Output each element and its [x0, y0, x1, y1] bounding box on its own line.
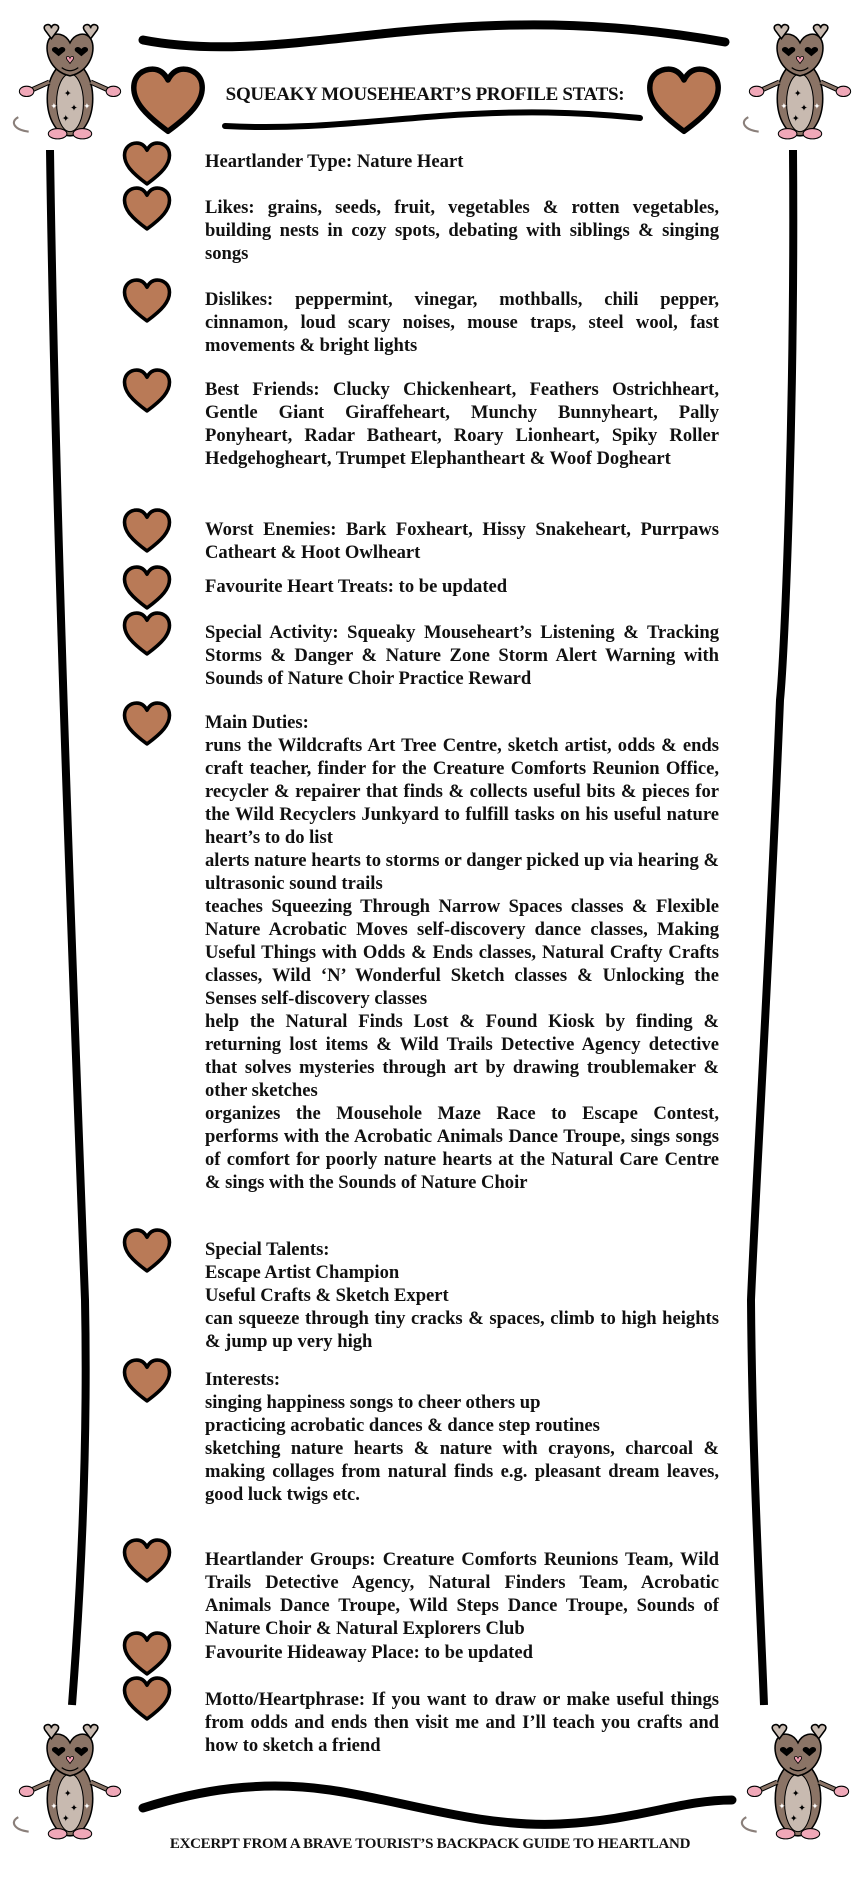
section-label: Heartlander Type: — [205, 151, 353, 172]
section-special-talents — [205, 1238, 719, 1353]
duty-item: teaches Squeezing Through Narrow Spaces classes & Flexible Nature Acrobatic Moves self-discovery dance classes, Making Useful Things with Odds & Ends classes, Natural Crafty Crafts classes, Wild ‘N’ Wonderful Sketch classes & Unlocking the Senses self-discovery classes — [205, 896, 719, 1009]
right-border-line — [751, 150, 793, 1705]
section-label: Favourite Hideaway Place: — [205, 1642, 420, 1663]
heart-icon — [120, 141, 174, 187]
section-label: Interests: — [205, 1369, 281, 1390]
heart-icon — [120, 565, 174, 611]
heart-icon — [120, 1358, 174, 1404]
heart-icon — [120, 1631, 174, 1677]
section-motto — [205, 1688, 719, 1757]
section-label: Worst Enemies: — [205, 519, 337, 540]
heart-icon — [120, 368, 174, 414]
bottom-wave-line — [143, 1786, 732, 1824]
section-text: Clucky Chickenheart, Feathers Ostrichheart, Gentle Giant Giraffeheart, Munchy Bunnyheart, Pally Ponyheart, Radar Batheart, Roary Lionheart, Spiky Roller Hedgehogheart, Trumpet Elephantheart & Woof Dogheart — [205, 379, 719, 469]
duty-item: alerts nature hearts to storms or danger picked up via hearing & ultrasonic sound trails — [205, 850, 719, 894]
section-text: Nature Heart — [356, 151, 464, 172]
section-text: Squeaky Mouseheart’s Listening & Tracking Storms & Danger & Nature Zone Storm Alert Warning with Sounds of Nature Choir Practice Reward — [205, 622, 719, 689]
section-label: Best Friends: — [205, 379, 320, 400]
section-label: Likes: — [205, 197, 255, 218]
section-favourite-heart-treats — [205, 575, 719, 598]
heart-icon — [120, 701, 174, 747]
section-main-duties — [205, 711, 719, 1194]
page-title: SQUEAKY MOUSEHEART’S PROFILE STATS: — [225, 84, 625, 105]
heart-icon — [120, 611, 174, 657]
mouse-character-bottom-right — [736, 1718, 860, 1842]
section-label: Special Talents: — [205, 1239, 330, 1260]
section-text: to be updated — [424, 1642, 533, 1663]
section-label: Dislikes: — [205, 289, 274, 310]
section-text: peppermint, vinegar, mothballs, chili pepper, cinnamon, loud scary noises, mouse traps, steel wool, fast movements & bright lights — [205, 289, 719, 356]
section-text: If you want to draw or make useful things from odds and ends then visit me and I’ll teach you crafts and how to sketch a friend — [205, 1689, 720, 1756]
section-text: Bark Foxheart, Hissy Snakeheart, Purrpaws Catheart & Hoot Owlheart — [205, 519, 719, 563]
section-text: to be updated — [398, 576, 508, 597]
section-label: Main Duties: — [205, 712, 309, 733]
duty-item: organizes the Mousehole Maze Race to Escape Contest, performs with the Acrobatic Animals Dance Troupe, sings songs of comfort for poorly nature hearts at the Natural Care Centre & sings with the Sounds of Nature Choir — [205, 1103, 719, 1193]
footer-caption: EXCERPT FROM A BRAVE TOURIST’S BACKPACK GUIDE TO HEARTLAND — [169, 1836, 691, 1852]
left-border-line — [50, 150, 86, 1705]
section-likes — [205, 196, 719, 265]
section-text: Creature Comforts Reunions Team, Wild Trails Detective Agency, Natural Finders Team, Acrobatic Animals Dance Troupe, Wild Steps Dance Troupe, Sounds of Nature Choir & Natural Explorers Club — [205, 1549, 719, 1639]
heart-icon — [120, 508, 174, 554]
talent-item: Escape Artist Champion — [205, 1262, 400, 1283]
heart-icon — [120, 1538, 174, 1584]
title-underline-wave — [225, 112, 640, 127]
interest-item: practicing acrobatic dances & dance step routines — [205, 1415, 600, 1436]
section-heartlander-groups — [205, 1548, 719, 1640]
section-special-activity — [205, 621, 719, 690]
mouse-character-bottom-left — [8, 1718, 132, 1842]
section-label: Motto/Heartphrase: — [205, 1689, 366, 1710]
interest-item: singing happiness songs to cheer others up — [205, 1392, 541, 1413]
mouse-character-top-right — [738, 18, 862, 142]
heart-icon-title-left — [128, 66, 208, 136]
interest-item: sketching nature hearts & nature with crayons, charcoal & making collages from natural finds e.g. pleasant dream leaves, good luck twigs etc. — [205, 1438, 719, 1505]
heart-icon — [120, 1228, 174, 1274]
section-label: Special Activity: — [205, 622, 339, 643]
heart-icon-title-right — [644, 66, 724, 136]
talent-item: Useful Crafts & Sketch Expert — [205, 1285, 449, 1306]
section-dislikes — [205, 288, 719, 357]
section-heartlander-type — [205, 150, 719, 173]
top-wave-line — [143, 25, 725, 47]
section-text: grains, seeds, fruit, vegetables & rotten vegetables, building nests in cozy spots, debating with siblings & singing songs — [205, 197, 719, 264]
mouse-character-top-left — [8, 18, 132, 142]
talent-item: can squeeze through tiny cracks & spaces, climb to high heights & jump up very high — [205, 1308, 719, 1352]
heart-icon — [120, 186, 174, 232]
heart-icon — [120, 1676, 174, 1722]
section-favourite-hideaway — [205, 1641, 719, 1664]
section-interests — [205, 1368, 719, 1506]
heart-icon — [120, 278, 174, 324]
section-worst-enemies — [205, 518, 719, 564]
section-best-friends — [205, 378, 719, 470]
duty-item: help the Natural Finds Lost & Found Kiosk by finding & returning lost items & Wild Trails Detective Agency detective that solves mysteries through art by drawing troublemaker & other sketches — [205, 1011, 719, 1101]
duty-item: runs the Wildcrafts Art Tree Centre, sketch artist, odds & ends craft teacher, finder for the Creature Comforts Reunion Office, recycler & repairer that finds & collects useful bits & pieces for the Wild Recyclers Junkyard to fulfill tasks on his useful nature heart’s to do list — [205, 735, 719, 848]
section-label: Heartlander Groups: — [205, 1549, 376, 1570]
section-label: Favourite Heart Treats: — [205, 576, 394, 597]
